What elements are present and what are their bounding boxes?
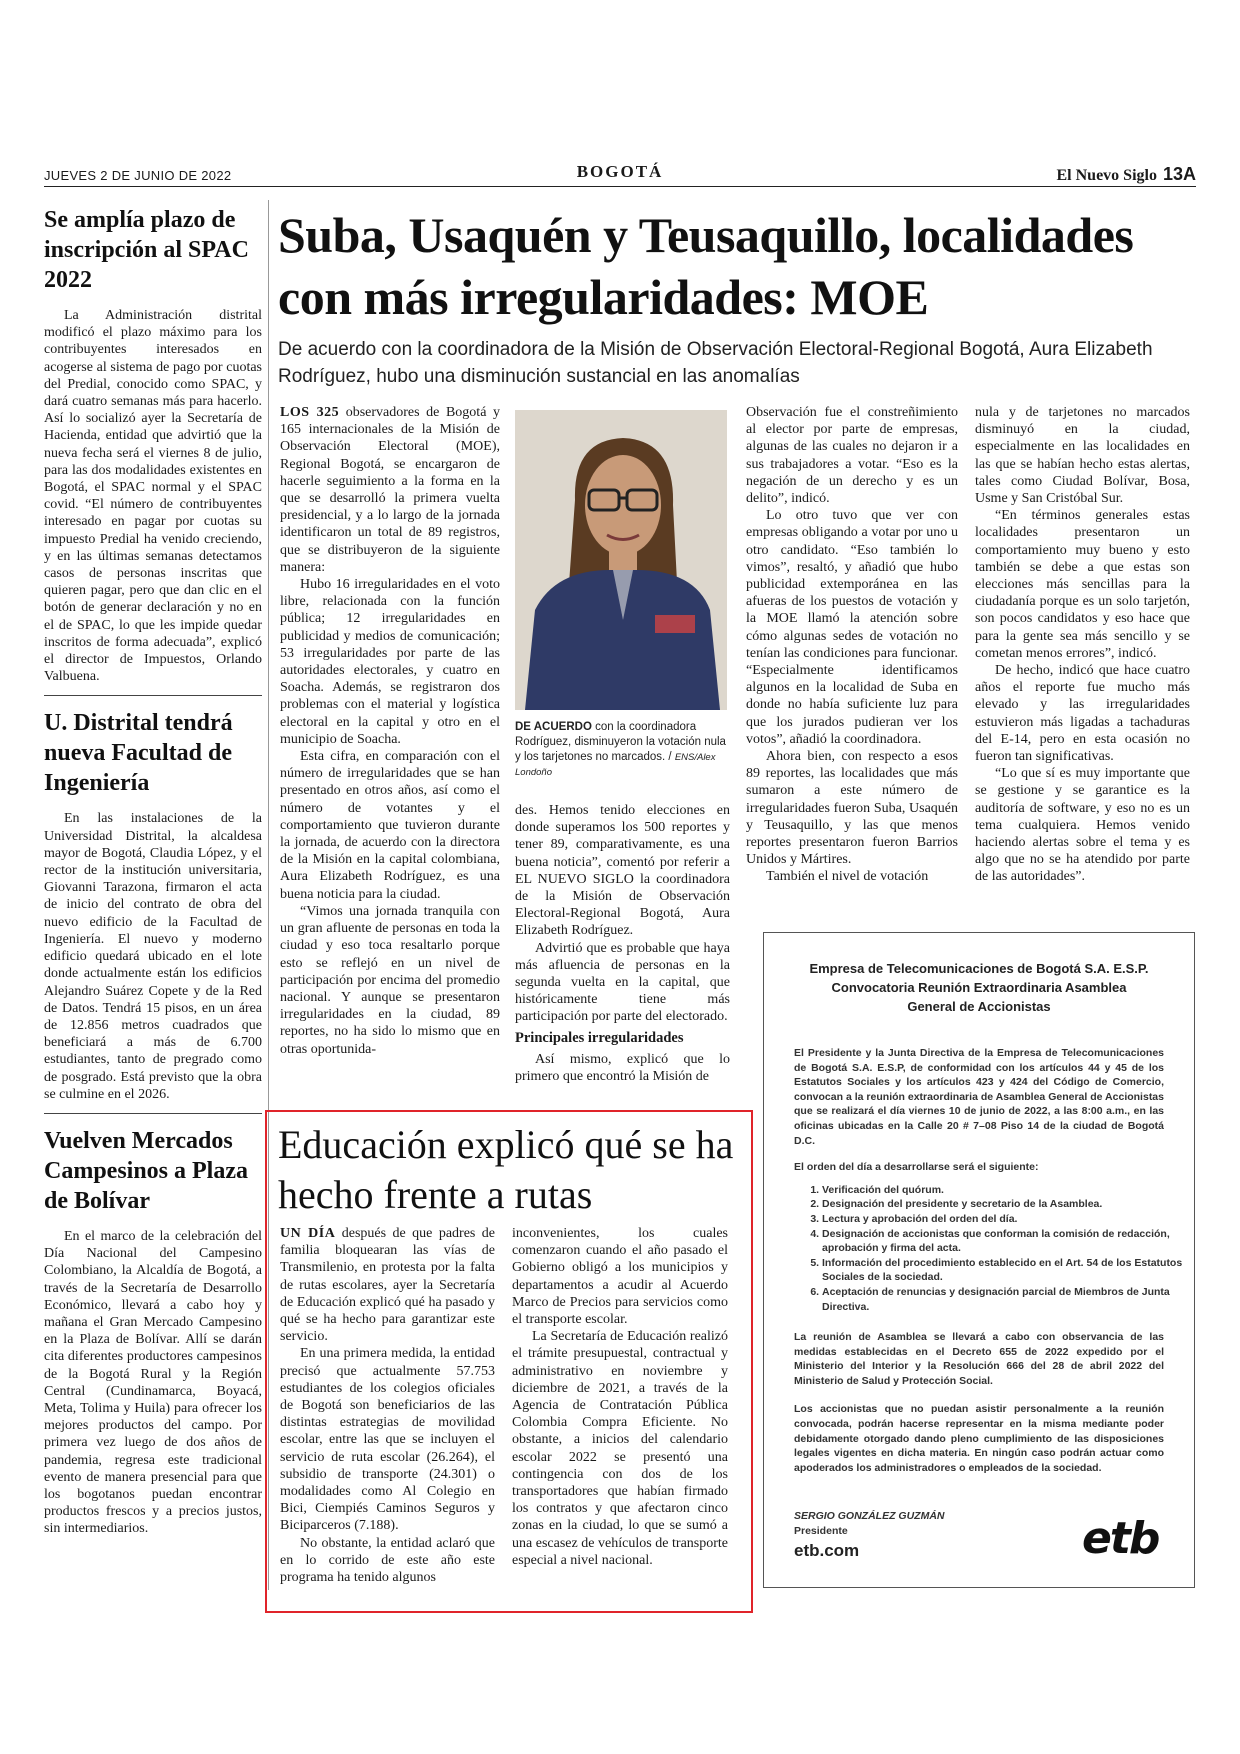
section-name: BOGOTÁ xyxy=(576,162,664,181)
ad-title-line: Empresa de Telecomunicaciones de Bogotá S.A. E.S.P. xyxy=(809,961,1149,976)
header-rule xyxy=(44,186,1196,187)
ad-intro: El Presidente y la Junta Directiva de la Empresa de Telecomunicaciones de Bogotá S.A. E.S.P, de conformidad con los artículos 44 y 45 de los Estatutos Sociales y los artículos 423 y 424 del Código de Comercio, convocan a la reunión extraordinaria de Asamblea General de Accionistas que se realizará el día viernes 10 de junio de 2022, a las 8:00 a.m., en las oficinas ubicadas en la Calle 20 # 7–08 Piso 14 de la ciudad de Bogotá D.C. xyxy=(794,1047,1164,1147)
ad-paragraph: La reunión de Asamblea se llevará a cabo con observancia de las medidas establecidas en el Decreto 655 de 2022 expedido por el Ministerio del Interior y la Resolución 666 del 28 de abril 2022 del Ministerio de Salud y Protección Social. xyxy=(794,1331,1164,1387)
caption-text: con la coordinadora Rodríguez, disminuyeron la votación nula y los tarjetones no marcados. / xyxy=(515,721,726,763)
newspaper-masthead xyxy=(1057,164,1197,185)
ad-signer-role: Presidente xyxy=(794,1525,848,1538)
paragraph: También el nivel de votación xyxy=(766,869,929,885)
agenda-item: 1. Verificación del quórum. xyxy=(822,1183,1194,1198)
sidebar-article-body xyxy=(44,307,262,685)
ad-signer: SERGIO GONZÁLEZ GUZMÁN xyxy=(794,1510,945,1523)
paragraph: des. Hemos tenido elecciones en donde superamos los 500 reportes y tener 89, comparativamente, es una buena noticia”, comentó por referir a EL NUEVO SIGLO la coordinadora de la Misión de Observación Electoral-Regional Bogotá, Aura Elizabeth Rodríguez. xyxy=(515,803,730,939)
paragraph: después de que padres de familia bloquearan las vías de Transmilenio, en protesta por la falta de rutas escolares, ayer la Secretaría de Educación explicó qué ha pasado y qué se ha hecho para garantizar este servicio. xyxy=(280,1226,495,1345)
issue-date: JUEVES 2 DE JUNIO DE 2022 xyxy=(44,168,232,183)
sidebar-article-body xyxy=(44,810,262,1102)
main-headline: Suba, Usaquén y Teusaquillo, localidades con más irregularidades: MOE xyxy=(278,207,1134,325)
photo-credit: ENS/Alex Londoño xyxy=(515,752,716,778)
agenda-item: 2. Designación del presidente y secretario de la Asamblea. xyxy=(822,1197,1194,1212)
paragraph: “Lo que sí es muy importante que se gestione y se garantice es la auditoría de software, y eso no es un tema cualquiera. Hemos venido haciendo alertas sobre el tema y es algo que no se ha atendido por parte de las autoridades”. xyxy=(975,766,1190,885)
paragraph: Lo otro tuvo que ver con empresas obligando a votar por uno u otro candidato. “Eso también lo vimos”, resaltó, y añadió que hubo publicidad extemporánea en las afueras de los puestos de votación y la MOE llamó la atención sobre cómo algunas sedes de votación no tenían las condiciones para funcionar. “Especialmente identificamos algunos en la localidad de Suba en donde no había suficiente luz para que los jurados pudieran ver los votos”, añadió la coordinadora. xyxy=(746,508,958,747)
ad-title xyxy=(764,959,1194,1016)
education-column-2 xyxy=(512,1225,728,1569)
ad-paragraph: Los accionistas que no puedan asistir personalmente a la reunión convocada, podrán hacerse representar en la misma mediante poder debidamente otorgado dando pleno cumplimiento de las disposiciones legales vigentes en dicha materia. En ningún caso podrán actuar como apoderados los administradores o empleados de la sociedad. xyxy=(794,1403,1164,1474)
main-column-4 xyxy=(975,404,1190,886)
paragraph: Observación fue el constreñimiento al elector por parte de empresas, algunas de las cuales no dejaron ir a sus trabajadores a votar. “Eso es la negación de un derecho y es un delito”, indicó. xyxy=(746,405,958,507)
education-column-1 xyxy=(280,1225,495,1586)
sidebar-article-title: Se amplía plazo de inscripción al SPAC 2022 xyxy=(44,207,249,293)
main-column-3 xyxy=(746,404,958,886)
main-dek: De acuerdo con la coordinadora de la Misión de Observación Electoral-Regional Bogotá, Aura Elizabeth Rodríguez, hubo una disminución sustancial en las anomalías xyxy=(278,339,1153,387)
education-headline: Educación explicó qué se ha hecho frente a rutas xyxy=(278,1122,734,1217)
paragraph: La Secretaría de Educación realizó el trámite presupuestal, contractual y administrativo en noviembre y diciembre de 2021, a través de la Agencia de Contratación Pública Colombia Compra Eficiente. No obstante, a inicios del calendario escolar 2022 se presentó una contingencia con dos de los transportadores que habían firmado los contratos y que afectaron cinco zonas en la ciudad, lo que se sumó a una escasez de vehículos de transporte especial a nivel nacional. xyxy=(512,1329,728,1568)
sidebar-divider xyxy=(44,695,262,696)
paragraph: En una primera medida, la entidad precisó que actualmente 57.753 estudiantes de los colegios oficiales de Bogotá son beneficiarios de las distintas estrategias de movilidad escolar, entre las que se incluyen el servicio de ruta escolar (26.264), el subsidio de transporte (24.301) o modalidades como Al Colegio en Bici, Ciempiés Caminos Seguros y Biciparceros (7.188). xyxy=(280,1346,495,1534)
newspaper-name: El Nuevo Siglo xyxy=(1056,167,1157,184)
paragraph: Advirtió que es probable que haya más afluencia de personas en la segunda vuelta en la capital, que históricamente tiene más participación por parte del electorado. xyxy=(515,940,730,1025)
ad-website[interactable]: etb.com xyxy=(794,1541,860,1560)
main-column-1 xyxy=(280,404,500,1058)
page-number: 13A xyxy=(1162,164,1196,184)
paragraph: Esta cifra, en comparación con el número de irregularidades que se han presentado en otros años, así como el número de votantes y el comportamiento que tuvieron durante la jornada, de acuerdo con la directora de la Misión en la capital colombiana, Aura Elizabeth Rodríguez, es una buena noticia para la ciudad. xyxy=(280,749,500,902)
paragraph: En el marco de la celebración del Día Nacional del Campesino Colombiano, la Alcaldía de Bogotá, a través de la Secretaría de Desarrollo Económico, llevará a cabo hoy y mañana el Gran Mercado Campesino en la Plaza de Bolívar. Allí se darán cita diferentes productores campesinos de la Bogotá Rural y la Región Central (Cundinamarca, Boyacá, Meta, Tolima y Huila) para ofrecer los mejores productos del campo. Por primera vez luego de dos años de pandemia, regresa este tradicional evento de manera presencial para que los bogotanos puedan encontrar productos frescos y a precios justos, sin intermediarios. xyxy=(44,1228,262,1537)
paragraph: Hubo 16 irregularidades en el voto libre, relacionada con la función pública; 12 irregularidades en publicidad y medios de comunicación; 53 irregularidades por parte de las autoridades electorales, y cuatro en Soacha. Además, se registraron dos problemas con el material y logística electoral en la capital y otro en el municipio de Soacha. xyxy=(280,577,500,747)
paragraph: nula y de tarjetones no marcados disminuyó en la ciudad, especialmente en las localidades en las que se habían hecho estas alertas, tales como Ciudad Bolívar, Bosa, Usme y San Cristóbal Sur. xyxy=(975,405,1190,507)
paragraph: “En términos generales estas localidades presentaron un comportamiento muy bueno y esto también se debe a que estas son elecciones más sencillas para la ciudadanía porque es un solo tarjetón, son pocos candidatos y eso hace que para la gente sea más sencillo y se cometan menos errores”, indicó. xyxy=(975,508,1190,661)
agenda-item: 5. Información del procedimiento establecido en el Art. 54 de los Estatutos Sociales de la sociedad. xyxy=(822,1256,1194,1285)
sidebar-article-title: U. Distrital tendrá nueva Facultad de Ingeniería xyxy=(44,710,233,797)
sidebar-divider xyxy=(44,1113,262,1114)
paragraph: inconvenientes, los cuales comenzaron cuando el año pasado el Gobierno obligó a los municipios y departamentos a acudir al Acuerdo Marco de Precios para servicios como el transporte escolar. xyxy=(512,1226,728,1328)
etb-advertisement xyxy=(763,932,1195,1588)
ad-title-line: Convocatoria Reunión Extraordinaria Asamblea xyxy=(831,980,1127,995)
agenda-item: 6. Aceptación de renuncias y designación parcial de Miembros de Junta Directiva. xyxy=(822,1285,1194,1314)
sidebar-article-body xyxy=(44,1228,262,1538)
paragraph: En las instalaciones de la Universidad Distrital, la alcaldesa mayor de Bogotá, Claudia López, y el rector de la institución universitaria, Giovanni Tarazona, firmaron el acta de inicio del contrato de obra del nuevo edificio de la Facultad de Ingeniería. El nuevo y moderno edificio quedará ubicado en el lote donde actualmente están los edificios Alejandro Suárez Copete y de la Red de Datos. Tendrá 15 pisos, en un área de 12.856 metros cuadrados que beneficiará a más de 6.700 estudiantes, tanto de pregrado como de posgrado. Está previsto que la obra se culmine en el 2026. xyxy=(44,811,262,1102)
paragraph: observadores de Bogotá y 165 internacionales de la Misión de Observación Electoral (MOE), Regional Bogotá, se encargaron de hacerle seguimiento a la forma en la que se desarrolló la primera vuelta presidencial, y a lo largo de la jornada identificaron un total de 89 registros, que se distribuyeron de la siguiente manera: xyxy=(280,405,500,575)
article-photo xyxy=(515,410,727,710)
paragraph: No obstante, la entidad aclaró que en lo corrido de este año este programa ha tenido algunos xyxy=(280,1535,495,1586)
etb-logo-icon: etb xyxy=(1082,1513,1159,1564)
ad-agenda-list xyxy=(764,1183,1194,1314)
sidebar xyxy=(44,205,262,1538)
caption-lead: DE ACUERDO xyxy=(515,721,592,733)
paragraph: “Vimos una jornada tranquila con un gran afluente de personas en toda la ciudad y eso toca resaltarlo porque esto se reflejó en un nivel de participación por encima del promedio nacional. Y aunque se presentaron irregularidades en la ciudad, 89 reportes, no ha sido lo mismo que en otras oportunida- xyxy=(280,903,500,1057)
paragraph: Así mismo, explicó que lo primero que encontró la Misión de xyxy=(515,1051,730,1085)
ad-title-line: General de Accionistas xyxy=(907,999,1051,1014)
lead-in: UN DÍA xyxy=(280,1226,336,1241)
ad-agenda-intro: El orden del día a desarrollarse será el siguiente: xyxy=(794,1161,1039,1174)
paragraph: De hecho, indicó que hace cuatro años el reporte fue mucho más elevado y las irregularidades estuvieron más ligadas a tachaduras del E-14, pero en esta ocasión no fueron tan significativas. xyxy=(975,663,1190,765)
sidebar-article-title: Vuelven Mercados Campesinos a Plaza de Bolívar xyxy=(44,1127,248,1214)
main-column-2 xyxy=(515,802,730,1085)
paragraph: La Administración distrital modificó el plazo máximo para los contribuyentes interesados en acogerse al sistema de pago por cuotas del Predial, conocido como SPAC, y dará cuatro semanas más para hacerlo. Así lo socializó ayer la Secretaría de Hacienda, entidad que advirtió que la nueva fecha será el viernes 8 de julio, para las dos modalidades existentes en Bogotá, el SPAC normal y el SPAC covid. “El número de contribuyentes interesado en pagar por cuotas su impuesto Predial ha venido creciendo, y en las últimas semanas detectamos casos de personas inscritas que quieren pagar, pero que dan clic en el botón de generar declaración y no en el de SPAC, lo que les impide quedar inscritos de forma adecuada”, explicó el director de Impuestos, Orlando Valbuena. xyxy=(44,308,262,685)
portrait-photo-icon xyxy=(515,410,727,710)
agenda-item: 4. Designación de accionistas que conforman la comisión de redacción, aprobación y firma del acta. xyxy=(822,1227,1194,1256)
agenda-item: 3. Lectura y aprobación del orden del día. xyxy=(822,1212,1194,1227)
lead-in: LOS 325 xyxy=(280,405,340,420)
subheading: Principales irregularidades xyxy=(515,1029,684,1046)
photo-caption xyxy=(515,720,730,780)
paragraph: Ahora bien, con respecto a esos 89 reportes, las localidades que más sumaron a este número de irregularidades fueron Suba, Usaquén y Teusaquillo, y las que menos reportes presentaron fueron Barrios Unidos y Mártires. xyxy=(746,749,958,868)
